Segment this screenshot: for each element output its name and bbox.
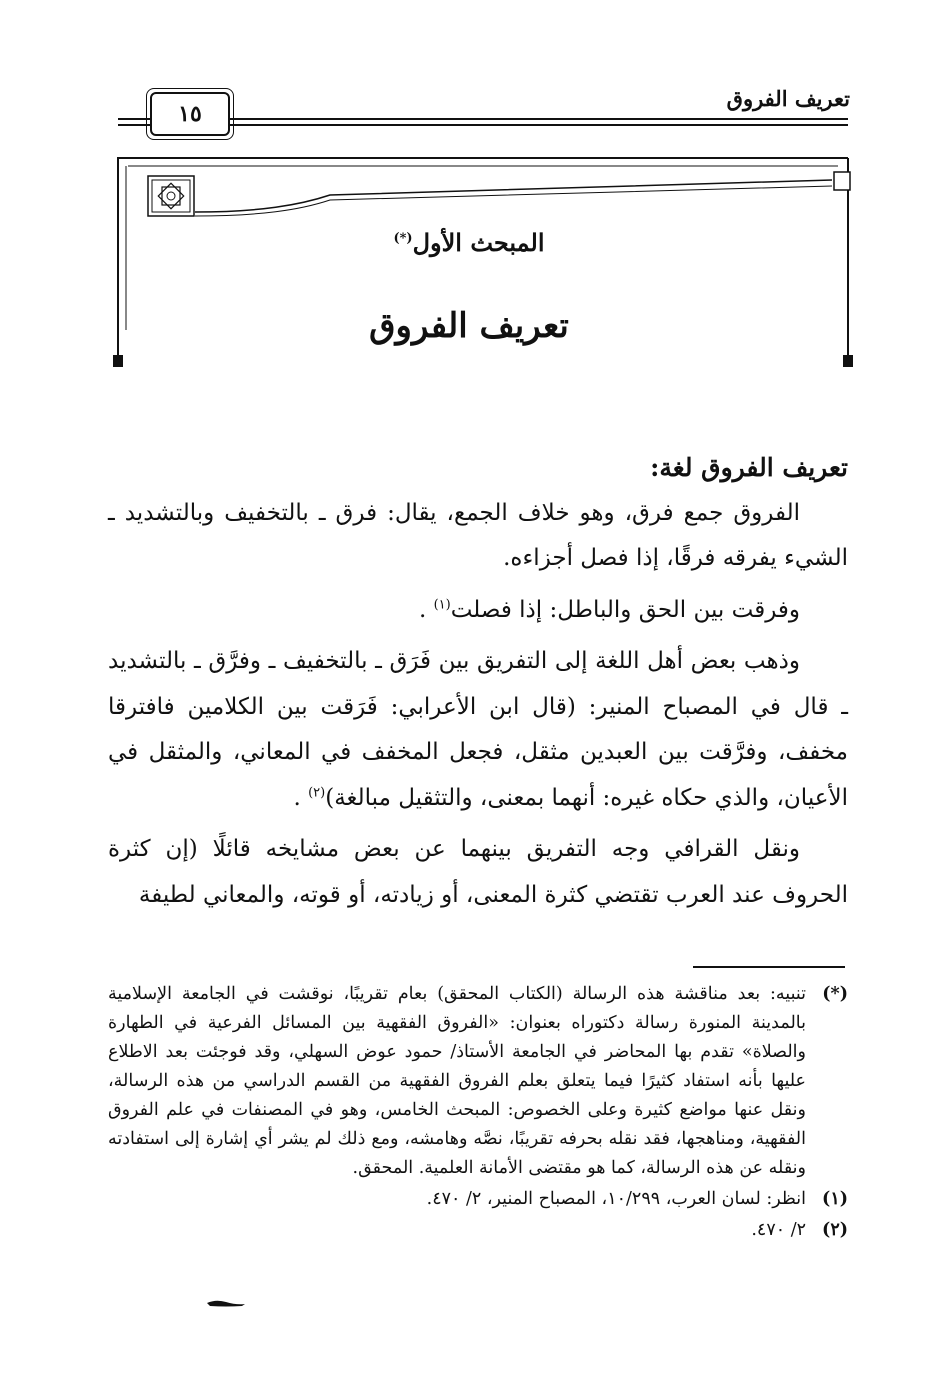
section-label bbox=[0, 228, 938, 257]
paragraph-text: وذهب بعض أهل اللغة إلى التفريق بين فَرَق ـ بالتخفيف ـ وفرَّق ـ بالتشديد ـ قال في المصباح المنير: (قال ابن الأعرابي: فَرَقت بين الكلامين فافترقا مخفف، وفرَّقت بين العبدين مثقل، فجعل المخفف في المعاني، والمثقل في الأعيان، والذي حكاه غيره: أنهما بمعنى، والتثقيل مبالغة) bbox=[108, 648, 848, 811]
footnote-ref: (٢) bbox=[308, 784, 326, 800]
footnotes bbox=[108, 980, 848, 1245]
footnote-mark: (٢) bbox=[822, 1220, 848, 1240]
paragraph bbox=[108, 491, 848, 582]
ink-smudge bbox=[206, 1298, 246, 1308]
footnote bbox=[108, 1216, 848, 1245]
page-number: ١٥ bbox=[178, 101, 202, 127]
paragraph bbox=[108, 639, 848, 821]
subheading: تعريف الفروق لغة: bbox=[650, 453, 848, 482]
paragraph bbox=[108, 827, 848, 918]
footnote-text: تنبيه: بعد مناقشة هذه الرسالة (الكتاب المحقق) بعام تقريبًا، نوقشت في الجامعة الإسلامية بالمدينة المنورة رسالة دكتوراه بعنوان: «الفروق الفقهية بين المسائل الفرعية في الطهارة والصلاة» تقدم بها المحاضر في الجامعة الأستاذ/ حمود عوض السهلي، وقد فوجئت بعد الاطلاع عليها بأنه استفاد كثيرًا فيما يتعلق بعلم الفروق الفقهية من القسم الدراسي من هذه الرسالة، ونقل عنها مواضع كثيرة وعلى الخصوص: المبحث الخامس، وهو في المصنفات في علم الفروق الفقهية، ومناهجها، فقد نقله بحرفه تقريبًا، نصَّه وهامشه، ومع ذلك لم يشر أي إشارة إلى استفادته ونقله عن هذه الرسالة، كما هو مقتضى الأمانة العلمية. المحقق. bbox=[108, 984, 806, 1178]
footnote bbox=[108, 1185, 848, 1214]
paragraph bbox=[108, 588, 848, 634]
running-title: تعريف الفروق bbox=[726, 86, 850, 111]
body-text bbox=[108, 445, 848, 918]
paragraph-text: الفروق جمع فرق، وهو خلاف الجمع، يقال: فرق ـ بالتخفيف وبالتشديد ـ الشيء يفرقه فرقًا، إذا فصل أجزاءه. bbox=[108, 499, 848, 571]
footnote-ref: (١) bbox=[433, 596, 451, 612]
footnote-mark: (١) bbox=[822, 1189, 848, 1209]
paragraph-text: وفرقت بين الحق والباطل: إذا فصلت bbox=[450, 596, 800, 623]
footnote-mark: (*) bbox=[822, 984, 848, 1004]
footnote bbox=[108, 980, 848, 1183]
section-label-text: المبحث الأول bbox=[412, 228, 545, 257]
footnote-text: انظر: لسان العرب، ١٠/٢٩٩، المصباح المنير، ٢/ ٤٧٠. bbox=[426, 1189, 806, 1209]
footnote-text: ٢/ ٤٧٠. bbox=[751, 1220, 806, 1240]
section-label-mark: (*) bbox=[393, 231, 413, 246]
footnote-separator bbox=[693, 966, 845, 968]
paragraph-tail: . bbox=[293, 784, 301, 811]
paragraph-text: ونقل القرافي وجه التفريق بينهما عن بعض مشايخه قائلًا (إن كثرة الحروف عند العرب تقتضي كثرة المعنى، أو زيادته، أو قوته، والمعاني لطيفة bbox=[108, 836, 848, 908]
section-title: تعريف الفروق bbox=[369, 306, 569, 346]
paragraph-tail: . bbox=[418, 596, 427, 623]
